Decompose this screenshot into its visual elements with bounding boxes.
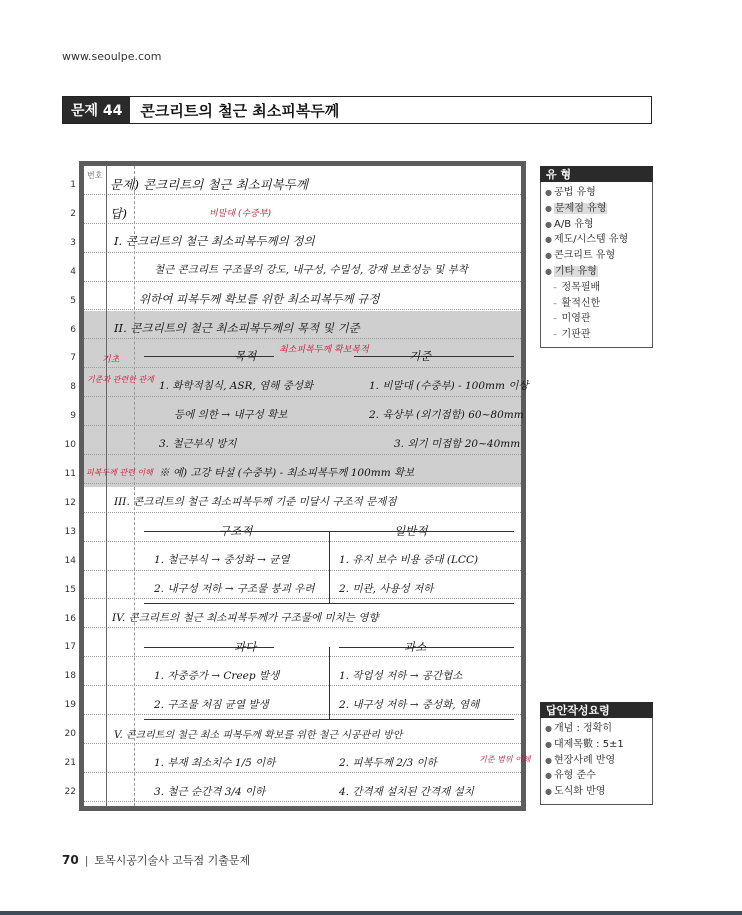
line-18-left: 1. 자중증가 → Creep 발생 — [154, 670, 280, 682]
line-number: 1 — [70, 180, 76, 190]
line-number: 7 — [70, 353, 76, 364]
box-divider — [329, 531, 330, 603]
guide-panel-heading: 답안작성요령 — [540, 702, 653, 718]
dash-icon: – — [553, 282, 560, 292]
line-20-text: V. 콘크리트의 철근 최소 피복두께 확보를 위한 철근 시공관리 방안 — [114, 730, 403, 741]
line-number: 14 — [64, 555, 76, 566]
guide-label: 유형 준수 — [553, 770, 596, 782]
line-number: 13 — [64, 526, 76, 537]
line-2-text: 답) — [110, 206, 127, 221]
bullet-icon: ● — [545, 203, 552, 213]
line-5-text: 위하여 피복두께 확보를 위한 최소피복두께 규정 — [139, 292, 380, 306]
guide-label: 도식화 반영 — [553, 786, 606, 798]
annotation-2: 기초 — [102, 355, 120, 365]
type-label: 공법 유형 — [553, 187, 596, 198]
line-4-text: 철근 콘크리트 구조물의 강도, 내구성, 수밀성, 강재 보호성능 및 부착 — [154, 264, 468, 276]
ruled-row — [84, 513, 521, 542]
line-number: 5 — [70, 295, 76, 306]
line-14-left: 1. 철근부식 → 중성화 → 균열 — [154, 554, 290, 566]
line-15-left: 2. 내구성 저하 → 구조물 붕괴 우려 — [154, 583, 315, 595]
line-22-right: 4. 간격재 설치된 간격재 설치 — [339, 786, 474, 798]
line-6-text: II. 콘크리트의 철근 최소피복두께의 목적 및 기준 — [114, 321, 360, 335]
type-subitem — [545, 296, 649, 312]
guide-label: 대제목數 : 5±1 — [553, 738, 624, 750]
type-label: 활적신한 — [561, 297, 601, 309]
problem-title-box — [62, 96, 652, 124]
bullet-icon: ● — [545, 251, 552, 261]
line-3-text: I. 콘크리트의 철근 최소피복두께의 정의 — [114, 234, 315, 248]
line-21-right: 2. 피복두께 2/3 이하 — [339, 757, 437, 769]
bullet-icon: ● — [545, 219, 552, 229]
line-number: 11 — [64, 469, 76, 479]
line-13-right: 일반적 — [394, 524, 428, 538]
line-9-left: 등에 의한 → 내구성 확보 — [174, 409, 288, 421]
dash-icon: – — [553, 298, 560, 308]
box-line — [144, 603, 514, 604]
bullet-icon: ● — [545, 724, 552, 733]
line-18-right: 1. 작업성 저하 → 공간협소 — [339, 670, 463, 682]
ruled-row — [84, 195, 521, 224]
bullet-icon: ● — [545, 771, 552, 781]
type-label: 문제점 유형 — [554, 202, 607, 214]
line-number: 21 — [64, 758, 76, 768]
bullet-icon: ● — [545, 787, 552, 797]
ruled-row — [84, 628, 521, 657]
line-number: 16 — [64, 613, 76, 624]
problem-number-badge: 문제 44 — [63, 97, 130, 123]
type-label: 제도/시스템 유형 — [553, 234, 629, 246]
line-11-text: ※ 예) 고강 타설 (수중부) - 최소피복두께 100mm 확보 — [159, 467, 415, 479]
line-number: 6 — [70, 324, 76, 335]
line-16-text: IV. 콘크리트의 철근 최소피복두께가 구조물에 미치는 영향 — [112, 612, 379, 624]
bottom-bar — [0, 911, 742, 915]
answer-sheet-paper — [84, 166, 531, 806]
line-10-right: 3. 외기 미접함 20~40mm — [394, 438, 521, 450]
site-url[interactable]: www.seoulpe.com — [62, 50, 162, 63]
guide-label: 개념 : 정확히 — [553, 723, 613, 734]
type-item — [545, 217, 649, 233]
box-line — [144, 719, 514, 720]
problem-title: 콘크리트의 철근 최소피복두께 — [140, 101, 340, 120]
indent-line — [134, 166, 135, 806]
box-divider — [329, 647, 330, 719]
type-item — [545, 232, 649, 248]
line-number: 12 — [64, 497, 76, 508]
line-21-left: 1. 부재 최소치수 1/5 이하 — [154, 757, 276, 769]
type-label: 기판관 — [561, 329, 591, 341]
guide-panel — [540, 718, 653, 805]
line-12-text: III. 콘크리트의 철근 최소피복두께 기준 미달시 구조적 문제점 — [114, 496, 397, 508]
line-number: 10 — [64, 440, 76, 451]
line-9-right: 2. 육상부 (외기접함) 60~80mm — [369, 409, 524, 421]
annotation-5: 피복두께 관련 이해 — [86, 468, 153, 477]
bullet-icon: ● — [545, 266, 552, 276]
annotation-1: 비말대 (수중부) — [209, 209, 272, 219]
ruled-row — [84, 744, 521, 773]
guide-item — [545, 753, 649, 769]
type-item — [545, 248, 649, 264]
type-item — [545, 264, 649, 280]
line-14-right: 1. 유지 보수 비용 증대 (LCC) — [339, 554, 479, 566]
bullet-icon: ● — [545, 755, 552, 765]
bullet-icon: ● — [545, 739, 552, 749]
page-footer — [62, 852, 250, 868]
line-17-left: 과다 — [234, 640, 257, 654]
type-subitem — [545, 280, 649, 296]
annotation-4: 최소피복두께 확보목적 — [279, 345, 369, 355]
type-label: 콘크리트 유형 — [553, 250, 616, 262]
types-panel — [540, 182, 653, 348]
type-label: 기타 유형 — [554, 265, 597, 277]
book-title: 토목시공기술사 고득점 기출문제 — [94, 854, 251, 867]
guide-item — [545, 737, 649, 753]
line-15-right: 2. 미관, 사용성 저하 — [339, 583, 434, 595]
dash-icon: – — [553, 330, 560, 340]
type-label: 미영관 — [561, 313, 591, 325]
line-number: 22 — [64, 786, 76, 797]
line-13-left: 구조적 — [219, 524, 253, 538]
type-label: 정목필배 — [561, 281, 601, 293]
dash-icon: – — [553, 314, 560, 324]
answer-sheet — [79, 161, 531, 811]
annotation-3: 기준과 관련한 관계 — [87, 375, 154, 384]
line-19-right: 2. 내구성 저하 → 중성화, 염해 — [339, 699, 480, 711]
guide-label: 현장사례 반영 — [553, 754, 616, 766]
box-line — [339, 647, 514, 648]
type-label: A/B 유형 — [553, 218, 594, 230]
line-number: 17 — [64, 642, 76, 653]
line-number: 18 — [64, 671, 76, 682]
box-line — [354, 356, 514, 357]
line-7-left: 목적 — [234, 349, 257, 363]
annotation-6: 기준 범위 이해 — [479, 755, 531, 764]
line-number: 15 — [64, 584, 76, 595]
line-number: 3 — [70, 237, 76, 248]
type-subitem — [545, 327, 649, 343]
line-22-left: 3. 철근 순간격 3/4 이하 — [154, 786, 266, 798]
guide-item — [545, 784, 649, 800]
line-number: 4 — [70, 266, 76, 277]
line-1-text: 문제) 콘크리트의 철근 최소피복두께 — [110, 177, 308, 192]
type-item — [545, 185, 649, 201]
header-label: 번호 — [87, 171, 103, 180]
page-number: 70 — [62, 853, 79, 867]
line-17-right: 과소 — [404, 640, 427, 654]
line-19-left: 2. 구조물 처짐 균열 발생 — [154, 699, 269, 711]
type-item — [545, 201, 649, 217]
line-8-left: 1. 화학적침식, ASR, 염해 중성화 — [159, 380, 314, 392]
line-number: 8 — [70, 382, 76, 393]
line-10-left: 3. 철근부식 방지 — [159, 438, 237, 450]
line-7-right: 기준 — [409, 349, 432, 363]
guide-item — [545, 721, 649, 737]
line-number: 19 — [64, 700, 76, 711]
types-panel-heading: 유 형 — [540, 166, 653, 182]
footer-separator: | — [84, 853, 89, 867]
line-number: 20 — [64, 729, 76, 740]
bullet-icon: ● — [545, 188, 552, 197]
line-number: 2 — [70, 208, 76, 219]
bullet-icon: ● — [545, 235, 552, 245]
margin-line — [106, 166, 107, 806]
line-8-right: 1. 비말대 (수중부) - 100mm 이상 — [369, 380, 529, 392]
guide-item — [545, 768, 649, 784]
line-number: 9 — [70, 411, 76, 422]
type-subitem — [545, 311, 649, 327]
